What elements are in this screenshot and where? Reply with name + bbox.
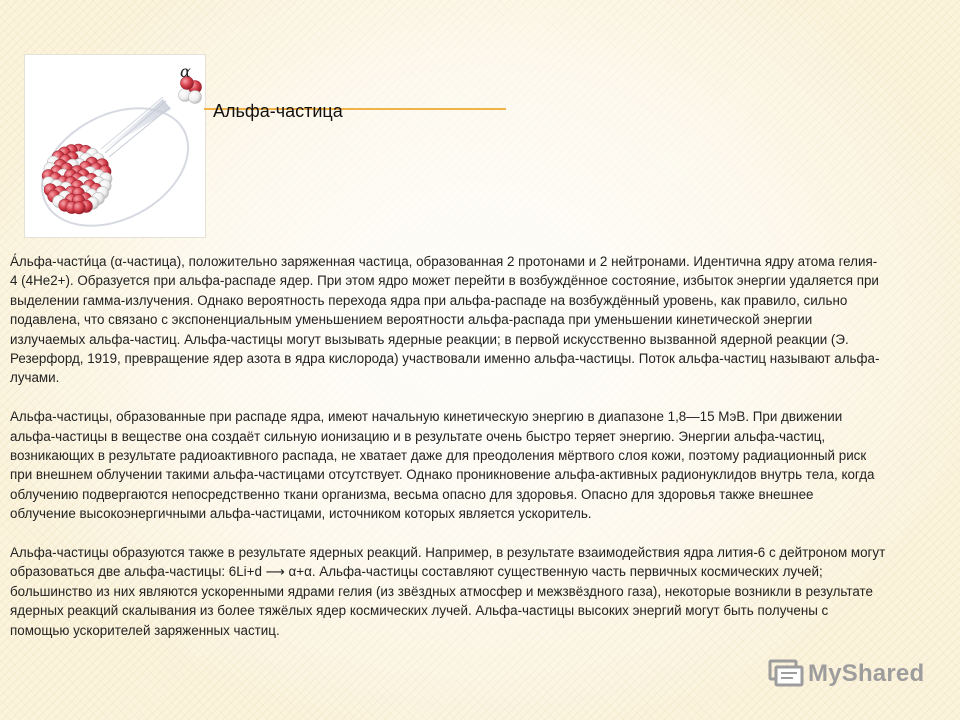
slide-title: Альфа-частица xyxy=(213,101,343,121)
watermark-text: MyShared xyxy=(808,660,925,687)
text-line: выделении гамма-излучения. Однако вероятность перехода ядра при альфа-распаде на возбуждённый уровень, как правило, сильно xyxy=(10,292,848,308)
neutron-sphere xyxy=(189,91,202,104)
proton-sphere xyxy=(73,202,85,214)
text-line: при внешнем облучении такими альфа-частицами отсутствует. Однако проникновение альфа-активных радионуклидов внутрь тела, когда xyxy=(10,467,875,483)
alpha-symbol: α xyxy=(180,62,191,81)
text-line: Альфа-частицы образуются также в результате ядерных реакций. Например, в результате взаимодействия ядра лития-6 с дейтроном могут xyxy=(10,545,886,561)
body-text xyxy=(10,252,960,640)
text-line: возникающих в результате радиоактивного распада, не хватает даже для преодоления мёртвого слоя кожи, поэтому радиационный риск xyxy=(10,448,867,464)
text-line: облучению подвергаются непосредственно ткани организма, весьма опасно для здоровья. Опасно для здоровья также внешнее xyxy=(10,486,814,502)
alpha-decay-illustration xyxy=(24,54,206,238)
text-line: А́льфа-части́ца (α-частица), положительно заряженная частица, образованная 2 протонами и 2 нейтронами. Идентична ядру атома гелия- xyxy=(10,254,878,269)
text-line: ядерных реакций скалывания из более тяжёлых ядер космических лучей. Альфа-частицы высоких энергий могут быть получены с xyxy=(10,603,829,619)
presentation-icon xyxy=(768,658,804,690)
paragraph-gap xyxy=(10,524,960,543)
atom-diagram xyxy=(25,55,205,237)
text-line: альфа-частицы в веществе она создаёт сильную ионизацию и в результате очень быстро теряет энергию. Энергии альфа-частиц, xyxy=(10,428,826,444)
paragraph-3 xyxy=(10,543,960,640)
text-line: Альфа-частицы, образованные при распаде ядра, имеют начальную кинетическую энергию в диапазоне 1,8—15 МэВ. При движении xyxy=(10,409,843,425)
text-line: излучаемых альфа-частиц. Альфа-частицы могут вызывать ядерные реакции; в первой искусственно вызванной ядерной реакции (Э. xyxy=(10,331,849,347)
text-line: подавлена, что связано с экспоненциальным уменьшением вероятности альфа-распада при уменьшении кинетической энергии xyxy=(10,312,813,328)
nucleus xyxy=(42,144,112,214)
text-line: Резерфорд, 1919, превращение ядер азота в ядра кислорода) участвовали именно альфа-частицы. Поток альфа-частиц называют альфа- xyxy=(10,351,880,367)
text-line: большинство из них являются ускоренными ядрами гелия (из звёздных атмосфер и межзвёздного газа), некоторые возникли в результате xyxy=(10,583,873,599)
text-line: облучение высокоэнергичными альфа-частицами, источником которых является ускоритель. xyxy=(10,506,592,522)
text-line: помощью ускорителей заряженных частиц. xyxy=(10,622,280,638)
text-line: 4 (4He2+). Образуется при альфа-распаде ядер. При этом ядро может перейти в возбуждённое состояние, избыток энергии удаляется при xyxy=(10,273,879,289)
paragraph-gap xyxy=(10,388,960,407)
text-line: лучами. xyxy=(10,370,60,386)
watermark xyxy=(768,656,924,692)
text-line: образоваться две альфа-частицы: 6Li+d ⟶ α+α. Альфа-частицы составляют существенную часть первичных космических лучей; xyxy=(10,564,823,580)
paragraph-2 xyxy=(10,407,960,523)
motion-trail xyxy=(101,97,171,157)
paragraph-1 xyxy=(10,252,960,388)
